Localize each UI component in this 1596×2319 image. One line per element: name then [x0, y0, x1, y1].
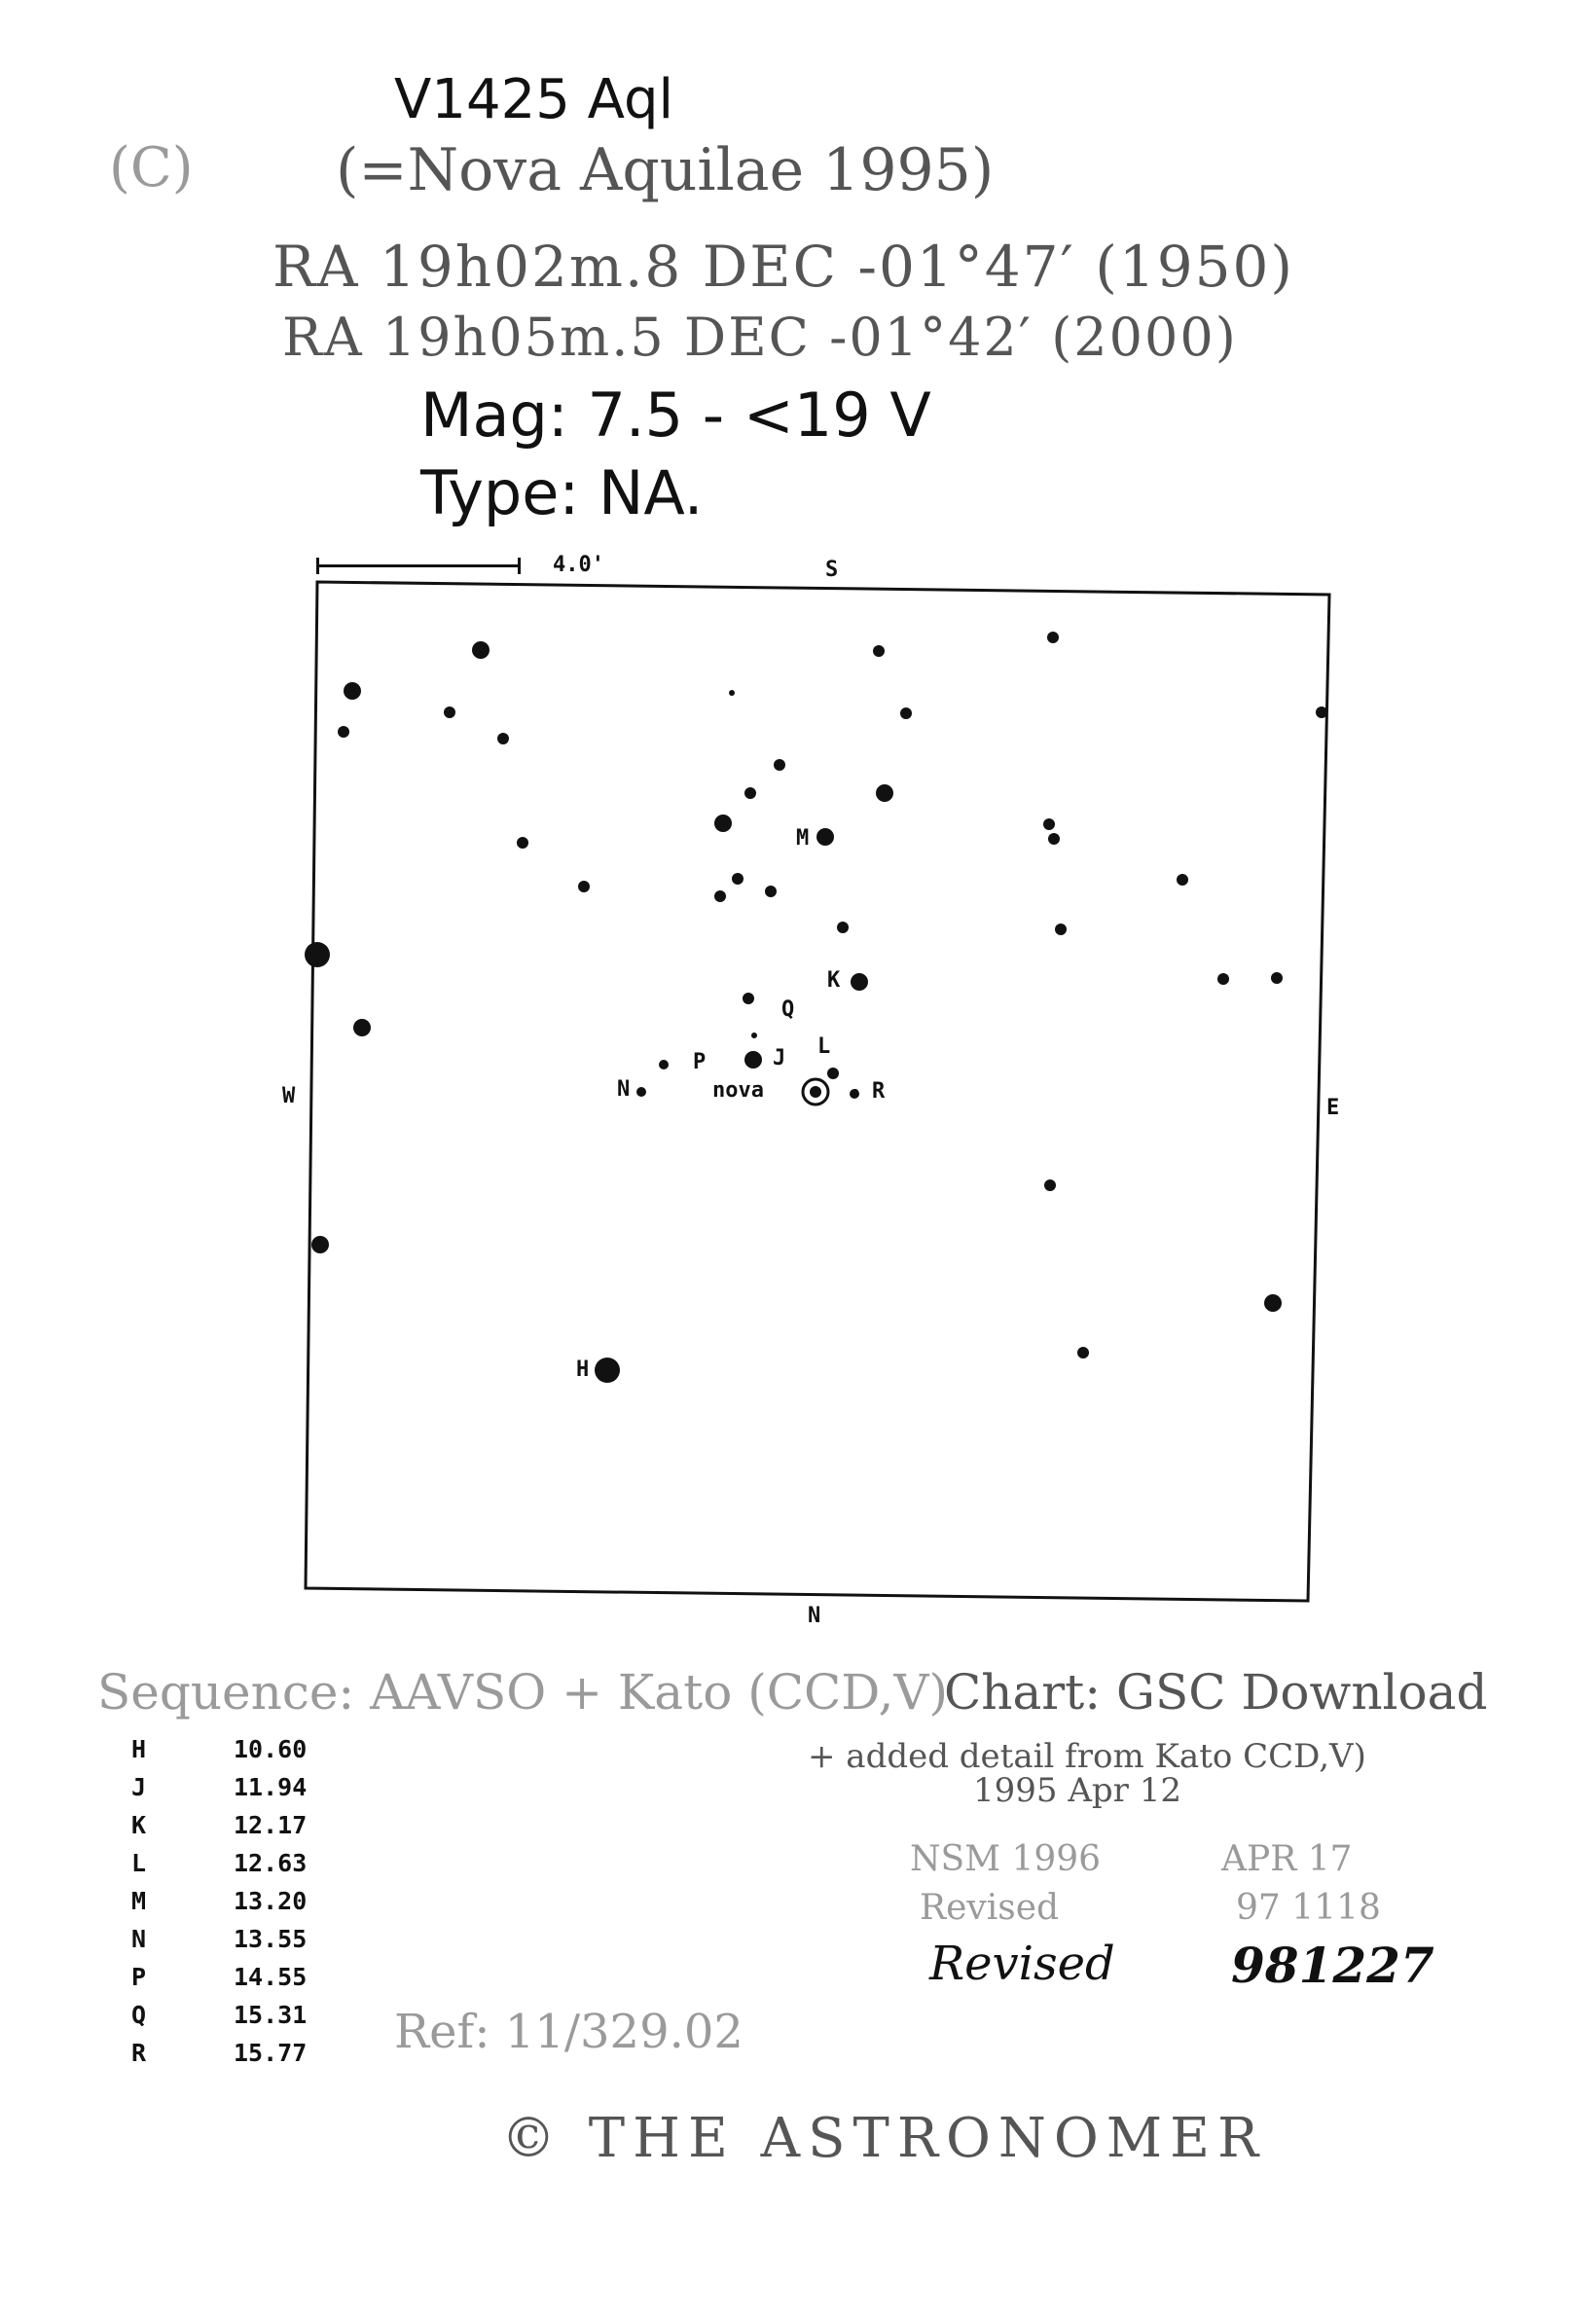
field-star	[311, 1236, 329, 1253]
field-star	[837, 922, 849, 933]
revision-date-old-1: APR 17	[1221, 1839, 1353, 1879]
sequence-row	[131, 1882, 350, 1920]
field-star	[305, 942, 330, 967]
sequence-row	[131, 1806, 350, 1844]
copyright-mark: (C)	[109, 136, 194, 199]
revised-label: Revised	[929, 1937, 1115, 1991]
star-field	[305, 632, 1327, 1383]
field-star	[900, 707, 912, 719]
field-star	[472, 641, 490, 659]
compass-east: E	[1326, 1096, 1340, 1120]
field-star	[1048, 833, 1060, 845]
field-star	[714, 890, 726, 902]
sequence-star-magnitude: 11.94	[234, 1773, 308, 1801]
field-star	[827, 1068, 839, 1079]
field-star	[765, 886, 777, 897]
sequence-row	[131, 1958, 350, 1996]
sequence-heading: Sequence: AAVSO + Kato (CCD,V)	[97, 1664, 949, 1721]
sequence-star-label: H	[131, 1735, 147, 1763]
revision-note-old-2: Revised	[920, 1888, 1060, 1928]
field-star	[353, 1019, 371, 1036]
label-l: L	[817, 1034, 831, 1059]
label-k: K	[827, 968, 841, 993]
sequence-star-magnitude: 13.55	[234, 1925, 308, 1953]
field-star	[338, 726, 349, 738]
alternate-name: (=Nova Aquilae 1995)	[336, 136, 995, 204]
sequence-star-magnitude: 13.20	[234, 1887, 308, 1915]
compass-north: N	[808, 1604, 821, 1628]
star-r	[850, 1089, 859, 1099]
field-star	[517, 837, 528, 849]
sequence-star-magnitude: 12.63	[234, 1849, 308, 1877]
field-star	[1044, 1179, 1056, 1191]
field-star	[1043, 818, 1055, 830]
magnitude-range: Mag: 7.5 - <19 V	[420, 380, 931, 451]
field-star	[714, 815, 732, 832]
label-nova: nova	[712, 1078, 764, 1103]
field-star	[1177, 874, 1188, 886]
sequence-row	[131, 1920, 350, 1958]
field-star	[1047, 632, 1059, 643]
field-star	[1217, 973, 1229, 985]
sequence-star-label: P	[131, 1963, 147, 1991]
chart-source: Chart: GSC Download	[944, 1664, 1488, 1721]
field-star	[578, 881, 590, 892]
label-r: R	[872, 1079, 886, 1104]
revision-date-old-2: 97 1118	[1236, 1888, 1381, 1928]
field-star	[1271, 972, 1283, 984]
sequence-row	[131, 1768, 350, 1806]
sequence-star-magnitude: 15.77	[234, 2039, 308, 2067]
field-star	[344, 682, 361, 700]
field-star	[497, 733, 509, 744]
copyright-footer: © THE ASTRONOMER	[501, 2107, 1267, 2170]
label-p: P	[693, 1050, 707, 1074]
field-star	[1077, 1347, 1089, 1359]
sequence-row	[131, 1996, 350, 2034]
field-star	[1055, 924, 1067, 935]
label-q: Q	[781, 997, 795, 1022]
label-h: H	[576, 1358, 590, 1382]
chart-title: V1425 Aql	[394, 68, 674, 131]
field-star	[1316, 707, 1327, 718]
variable-type: Type: NA.	[420, 457, 704, 528]
sequence-star-label: R	[131, 2039, 147, 2067]
field-star	[1264, 1294, 1282, 1312]
compass-west: W	[282, 1084, 296, 1108]
sequence-star-label: N	[131, 1925, 147, 1953]
revised-date: 981227	[1231, 1937, 1434, 1994]
label-m: M	[796, 826, 810, 851]
sequence-star-label: J	[131, 1773, 147, 1801]
revision-note-old-1: NSM 1996	[910, 1839, 1102, 1879]
field-star	[744, 1051, 762, 1069]
field-star	[744, 787, 756, 799]
sequence-star-magnitude: 14.55	[234, 1963, 308, 1991]
sequence-star-label: Q	[131, 2001, 147, 2029]
coordinates-2000: RA 19h05m.5 DEC -01°42′ (2000)	[282, 307, 1238, 368]
field-star	[774, 759, 785, 771]
reference-note: Ref: 11/329.02	[394, 2005, 744, 2059]
field-star	[816, 828, 834, 846]
field-star	[876, 784, 893, 802]
field-star	[595, 1358, 620, 1383]
field-star	[732, 873, 744, 885]
nova-star	[810, 1086, 821, 1098]
label-j: J	[773, 1046, 786, 1070]
label-n: N	[617, 1077, 631, 1102]
coordinates-1950: RA 19h02m.8 DEC -01°47′ (1950)	[272, 234, 1295, 300]
sequence-star-magnitude: 12.17	[234, 1811, 308, 1839]
field-star	[729, 690, 735, 696]
sequence-star-label: L	[131, 1849, 147, 1877]
sequence-row	[131, 2034, 350, 2072]
sequence-table	[131, 1730, 350, 2072]
star-n	[636, 1087, 646, 1097]
field-star	[743, 993, 754, 1004]
sequence-row	[131, 1844, 350, 1882]
chart-detail: + added detail from Kato CCD,V)	[808, 1737, 1366, 1776]
sequence-star-magnitude: 15.31	[234, 2001, 308, 2029]
field-star	[851, 973, 868, 991]
field-star	[751, 1033, 757, 1038]
sequence-row	[131, 1730, 350, 1768]
sequence-star-label: M	[131, 1887, 147, 1915]
compass-south: S	[825, 558, 839, 582]
field-star	[873, 645, 885, 657]
sequence-star-label: K	[131, 1811, 147, 1839]
scale-label: 4.0'	[553, 553, 604, 577]
chart-date: 1995 Apr 12	[973, 1771, 1181, 1810]
field-star	[444, 707, 455, 718]
star-p	[659, 1060, 669, 1069]
sequence-star-magnitude: 10.60	[234, 1735, 308, 1763]
